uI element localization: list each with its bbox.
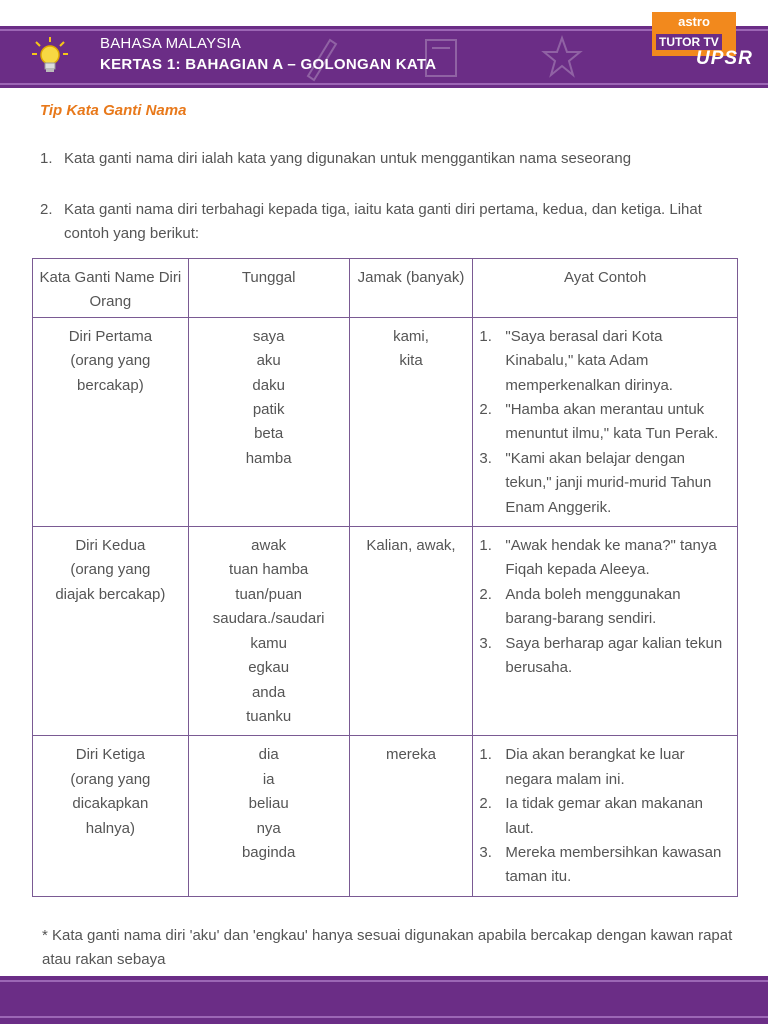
singular-cell <box>188 527 349 736</box>
example-text: "Kami akan belajar dengan tekun," janji murid-murid Tahun Enam Anggerik. <box>505 449 712 516</box>
plural-cell <box>349 736 473 896</box>
pronoun-word: tuanku <box>246 707 292 725</box>
pronoun-word: beta <box>254 425 284 443</box>
example-number: 1. <box>479 327 492 345</box>
example-list <box>479 743 731 889</box>
example-text: Saya berharap agar kalian tekun berusaha. <box>505 634 723 677</box>
star-doodle-icon <box>540 30 584 84</box>
astro-tutor-tv-logo <box>652 12 764 74</box>
example-text: "Saya berasal dari Kota Kinabalu," kata Adam memperkenalkan dirinya. <box>505 327 673 394</box>
category-line: halnya) <box>85 819 135 837</box>
example-cell <box>473 317 738 526</box>
example-list <box>479 534 731 680</box>
category-cell <box>33 317 189 526</box>
example-item <box>479 583 731 632</box>
example-text: "Hamba akan merantau untuk menuntut ilmu," kata Tun Perak. <box>505 401 719 443</box>
example-number: 3. <box>479 843 492 861</box>
category-cell <box>33 527 189 736</box>
pronoun-word: hamba <box>245 449 292 467</box>
pronoun-word: baginda <box>241 843 296 861</box>
example-item <box>479 632 731 681</box>
pronoun-word: mereka <box>385 746 436 764</box>
example-item <box>479 534 731 583</box>
pronoun-word: nya <box>256 819 281 837</box>
example-list <box>479 325 731 520</box>
singular-cell <box>188 736 349 896</box>
category-line: dicakapkan <box>72 795 149 813</box>
header-cell-category: Kata Ganti Name Diri Orang <box>33 259 189 318</box>
footer-banner <box>0 976 768 1024</box>
pronoun-table <box>32 258 738 897</box>
example-text: "Awak hendak ke mana?" tanya Fiqah kepada Aleeya. <box>505 537 717 579</box>
category-cell <box>33 736 189 896</box>
example-number: 2. <box>479 401 492 419</box>
pronoun-word: egkau <box>248 659 290 677</box>
pronoun-word: kita <box>399 352 423 370</box>
point-number: 1. <box>40 150 53 167</box>
pronoun-word: saudara./saudari <box>212 610 325 628</box>
point-number: 2. <box>40 201 53 218</box>
tip-title: Tip Kata Ganti Nama <box>40 102 187 119</box>
example-number: 2. <box>479 795 492 813</box>
point-text: Kata ganti nama diri terbahagi kepada tiga, iaitu kata ganti diri pertama, kedua, dan ketiga. Lihat contoh yang berikut: <box>64 201 702 242</box>
footnote: * Kata ganti nama diri 'aku' dan 'engkau' hanya sesuai digunakan apabila bercakap dengan kawan rapat atau rakan sebaya <box>42 927 733 968</box>
paper-title: KERTAS 1: BAHAGIAN A – GOLONGAN KATA <box>100 56 437 73</box>
example-cell <box>473 736 738 896</box>
header-cell-plural: Jamak (banyak) <box>349 259 473 318</box>
plural-cell <box>349 527 473 736</box>
category-line: Diri Ketiga <box>75 746 145 764</box>
logo-brand-text: astro <box>678 14 710 29</box>
example-item <box>479 792 731 841</box>
pronoun-word: patik <box>252 401 285 419</box>
lightbulb-icon <box>32 36 68 76</box>
category-line: (orang yang <box>70 352 151 370</box>
pronoun-word: aku <box>256 352 281 370</box>
example-text: Anda boleh menggunakan barang-barang sendiri. <box>505 585 681 628</box>
footer-stripe-top <box>0 980 768 982</box>
table-row <box>33 527 738 736</box>
example-text: Mereka membersihkan kawasan taman itu. <box>505 843 722 886</box>
logo-level-text: UPSR <box>696 48 753 69</box>
pronoun-word: anda <box>251 683 286 701</box>
pronoun-word: Kalian, awak, <box>366 537 456 555</box>
example-text: Dia akan berangkat ke luar negara malam ini. <box>505 746 685 788</box>
category-line: (orang yang <box>70 561 151 579</box>
example-item <box>479 398 731 447</box>
pronoun-word: ia <box>262 770 275 788</box>
category-line: Diri Kedua <box>75 537 146 555</box>
category-line: diajak bercakap) <box>55 585 166 603</box>
subject-title: BAHASA MALAYSIA <box>100 35 242 52</box>
example-item <box>479 841 731 890</box>
pronoun-word: daku <box>252 376 285 394</box>
example-item <box>479 325 731 398</box>
pronoun-word: dia <box>258 746 279 764</box>
table-row <box>33 736 738 896</box>
example-item <box>479 743 731 792</box>
pronoun-word: tuan/puan <box>235 585 303 603</box>
pronoun-word: saya <box>252 327 285 345</box>
table-row <box>33 317 738 526</box>
header-cell-examples: Ayat Contoh <box>473 259 738 318</box>
pronoun-word: kami, <box>393 327 429 345</box>
logo-channel-text: TUTOR TV <box>656 34 722 50</box>
table-header-row <box>33 259 738 318</box>
example-number: 2. <box>479 585 492 603</box>
example-text: Ia tidak gemar akan makanan laut. <box>505 795 704 837</box>
example-number: 3. <box>479 634 492 652</box>
example-number: 3. <box>479 449 492 467</box>
footer-stripe-bottom <box>0 1016 768 1018</box>
pronoun-word: beliau <box>248 795 289 813</box>
category-line: Diri Pertama <box>68 327 153 345</box>
pronoun-word: kamu <box>250 634 287 652</box>
header-cell-singular: Tunggal <box>188 259 349 318</box>
singular-cell <box>188 317 349 526</box>
example-item <box>479 447 731 520</box>
pronoun-word: awak <box>251 537 287 555</box>
example-number: 1. <box>479 537 492 555</box>
banner-stripe-bottom <box>0 83 768 85</box>
category-line: bercakap) <box>77 376 144 394</box>
example-number: 1. <box>479 746 492 764</box>
plural-cell <box>349 317 473 526</box>
example-cell <box>473 527 738 736</box>
category-line: (orang yang <box>70 770 151 788</box>
point-text: Kata ganti nama diri ialah kata yang digunakan untuk menggantikan nama seseorang <box>64 150 632 167</box>
pronoun-word: tuan hamba <box>229 561 309 579</box>
